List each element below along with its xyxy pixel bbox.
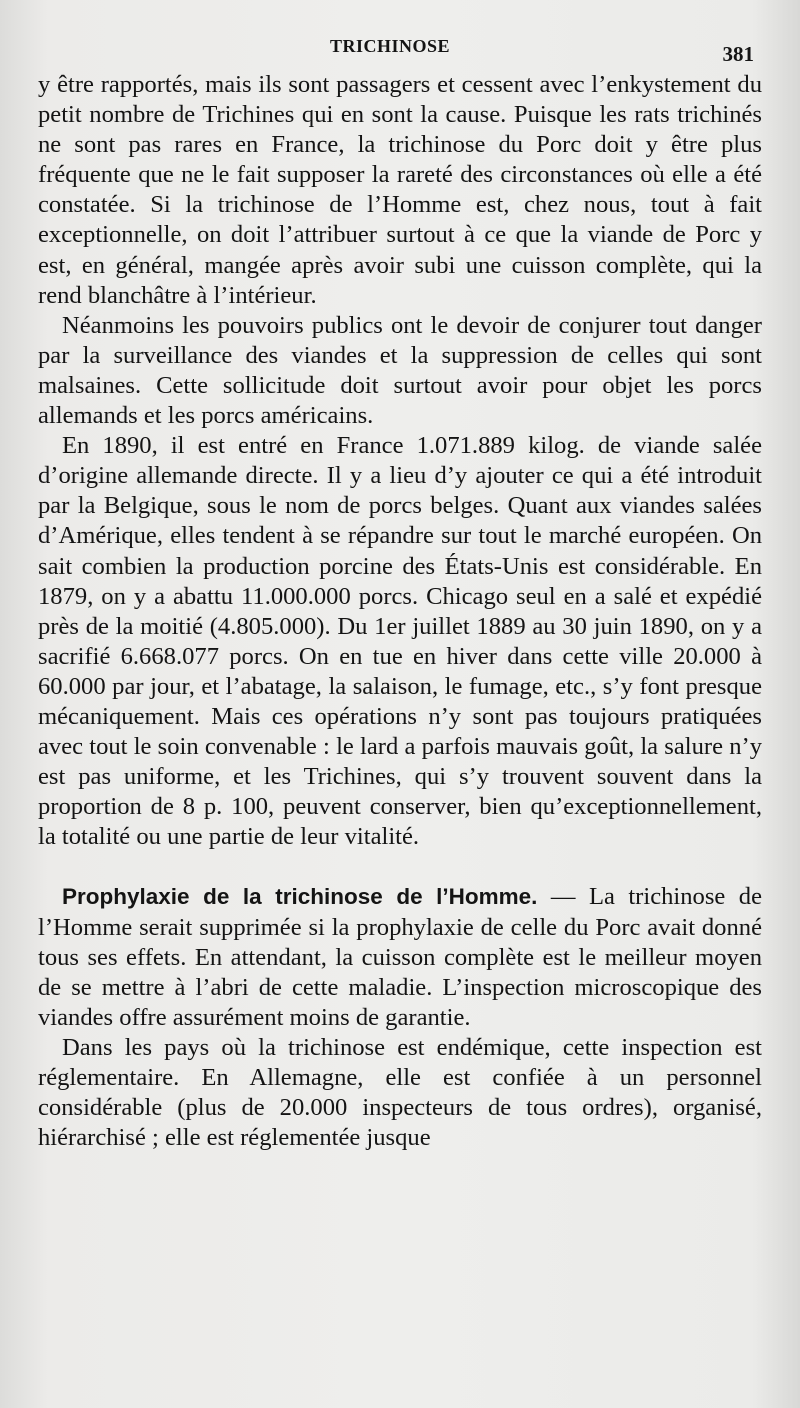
section-heading-body: — La trichinose de l’Homme serait supprimée si la prophylaxie de celle du Porc avait donné tous ses effets. En attendant, la cuisson complète est le meilleur moyen de se mettre à l’abri de cette maladie. L’inspection microscopique des viandes offre assurément moins de garantie. — [38, 883, 762, 1031]
paragraph-continuation: y être rapportés, mais ils sont passagers et cessent avec l’enkystement du petit nombre de Trichines qui en sont la cause. Puisque les rats trichinés ne sont pas rares en France, la trichinose du Porc doit y être plus fréquente que ne le fait supposer la rareté des circonstances où elle a été constatée. Si la trichinose de l’Homme est, chez nous, tout à fait exceptionnelle, on doit l’attribuer surtout à ce que la viande de Porc y est, en général, mangée après avoir subi une cuisson complète, qui la rend blanchâtre à l’intérieur. — [38, 71, 762, 309]
page-number: 381 — [722, 42, 754, 66]
running-head-title: TRICHINOSE — [330, 36, 451, 56]
paragraph-public-authorities: Néanmoins les pouvoirs publics ont le devoir de conjurer tout danger par la surveillance des viandes et la suppression de celles qui sont malsaines. Cette sollicitude doit surtout avoir pour objet les porcs allemands et les porcs américains. — [38, 311, 762, 430]
paragraph-prophylaxis — [38, 882, 762, 1032]
body-text — [38, 70, 762, 1153]
running-head — [0, 30, 800, 66]
paragraph-inspection: Dans les pays où la trichinose est endémique, cette inspection est réglementaire. En Allemagne, elle est confiée à un personnel considérable (plus de 20.000 inspecteurs de tous ordres), organisé, hiérarchisé ; elle est réglementée jusque — [38, 1033, 762, 1152]
paragraph-imports-1890: En 1890, il est entré en France 1.071.889 kilog. de viande salée d’origine allemande directe. Il y a lieu d’y ajouter ce qui a été introduit par la Belgique, sous le nom de porcs belges. Quant aux viandes salées d’Amérique, elles tendent à se répandre sur tout le marché européen. On sait combien la production porcine des États-Unis est considérable. En 1879, on y a abattu 11.000.000 porcs. Chicago seul en a salé et expédié près de la moitié (4.805.000). Du 1er juillet 1889 au 30 juin 1890, on y a sacrifié 6.668.077 porcs. On en tue en hiver dans cette ville 20.000 à 60.000 par jour, et l’abatage, la salaison, le fumage, etc., s’y font presque mécaniquement. Mais ces opérations n’y sont pas toujours pratiquées avec tout le soin convenable : le lard a parfois mauvais goût, la salure n’y est pas uniforme, et les Trichines, qui s’y trouvent souvent dans la proportion de 8 p. 100, peuvent conserver, bien qu’exceptionnellement, la totalité ou une partie de leur vitalité. — [38, 432, 762, 851]
section-heading: Prophylaxie de la trichinose de l’Homme. — [62, 884, 538, 910]
section-spacer — [38, 852, 762, 882]
